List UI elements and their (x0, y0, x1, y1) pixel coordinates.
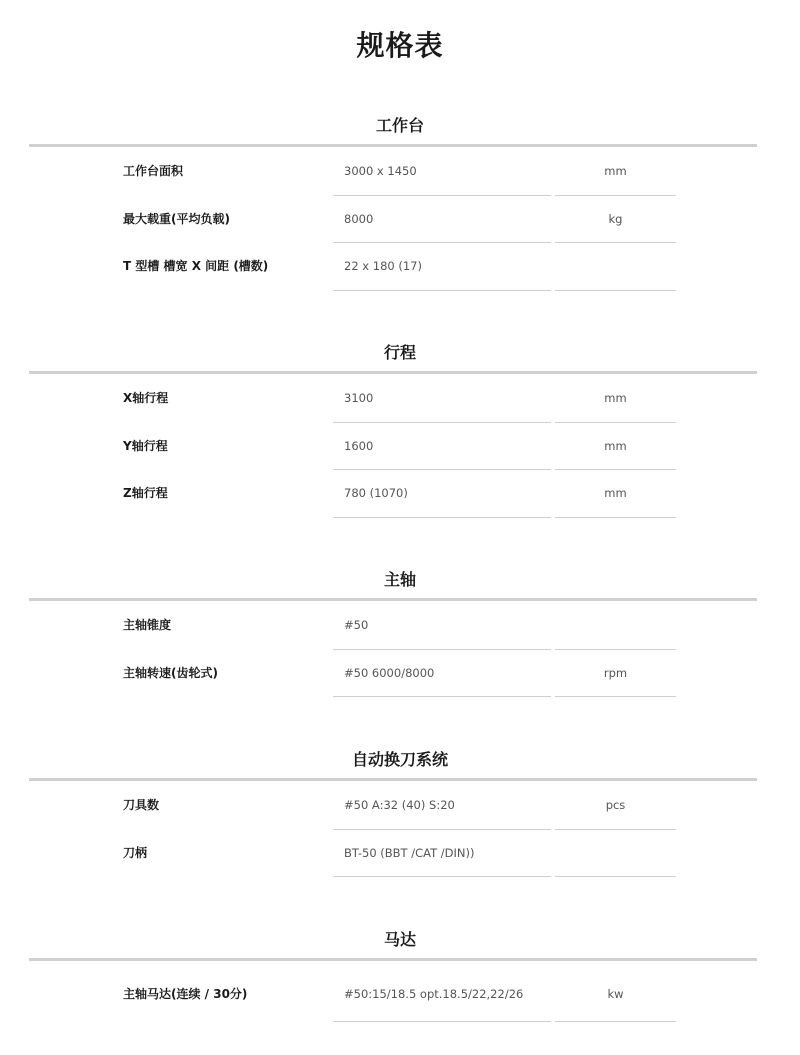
spec-value: 780 (1070) (333, 470, 551, 518)
section-worktable (0, 114, 800, 273)
spec-row (0, 148, 800, 196)
spec-label: 最大载重(平均负载) (123, 211, 230, 226)
spec-row (0, 782, 800, 830)
section-title: 自动换刀系统 (351, 750, 448, 769)
spec-label: 主轴锥度 (123, 618, 172, 632)
section-divider (29, 778, 757, 781)
section-motor (0, 928, 800, 1001)
spec-value: #50 (333, 602, 551, 650)
section-divider (29, 598, 757, 601)
spec-unit (555, 830, 676, 878)
section-title: 主轴 (383, 570, 416, 589)
spec-label: 主轴马达(连续 / 30分) (123, 987, 248, 1001)
spec-unit (555, 602, 676, 650)
spec-unit: mm (555, 375, 676, 423)
spec-label: X轴行程 (123, 391, 169, 405)
spec-row (0, 966, 800, 1022)
section-spindle (0, 568, 800, 680)
section-divider (29, 371, 757, 374)
spec-unit: mm (555, 148, 676, 196)
spec-value: 8000 (333, 196, 551, 244)
spec-unit: mm (555, 470, 676, 518)
spec-unit: kg (555, 196, 676, 244)
section-title: 马达 (383, 930, 416, 949)
spec-row (0, 830, 800, 878)
spec-value: 22 x 180 (17) (333, 243, 551, 291)
spec-row (0, 423, 800, 471)
section-title: 行程 (383, 343, 416, 362)
spec-value: 1600 (333, 423, 551, 471)
spec-label: 刀柄 (123, 845, 148, 860)
spec-value: BT-50 (BBT /CAT /DIN)) (333, 830, 551, 878)
spec-unit: mm (555, 423, 676, 471)
spec-label: 主轴转速(齿轮式) (123, 665, 218, 680)
spec-unit: kw (555, 966, 676, 1022)
spec-value: #50 6000/8000 (333, 650, 551, 698)
spec-label: Z轴行程 (123, 486, 168, 500)
spec-row (0, 375, 800, 423)
section-atc (0, 748, 800, 860)
spec-row (0, 196, 800, 244)
spec-row (0, 243, 800, 291)
spec-unit: rpm (555, 650, 676, 698)
spec-row (0, 470, 800, 518)
section-divider (29, 144, 757, 147)
spec-value: 3000 x 1450 (333, 148, 551, 196)
section-divider (29, 958, 757, 961)
section-travel (0, 341, 800, 500)
section-title: 工作台 (375, 116, 424, 135)
spec-label: Y轴行程 (123, 438, 168, 453)
spec-label: T 型槽 槽宽 X 间距 (槽数) (123, 259, 269, 273)
spec-value: #50 A:32 (40) S:20 (333, 782, 551, 830)
spec-unit: pcs (555, 782, 676, 830)
page-title: 规格表 (356, 29, 444, 62)
spec-row (0, 650, 800, 698)
spec-label: 工作台面积 (123, 164, 184, 178)
spec-label: 刀具数 (123, 798, 160, 812)
spec-value: #50:15/18.5 opt.18.5/22,22/26 (333, 966, 551, 1022)
spec-row (0, 602, 800, 650)
spec-unit (555, 243, 676, 291)
spec-value: 3100 (333, 375, 551, 423)
